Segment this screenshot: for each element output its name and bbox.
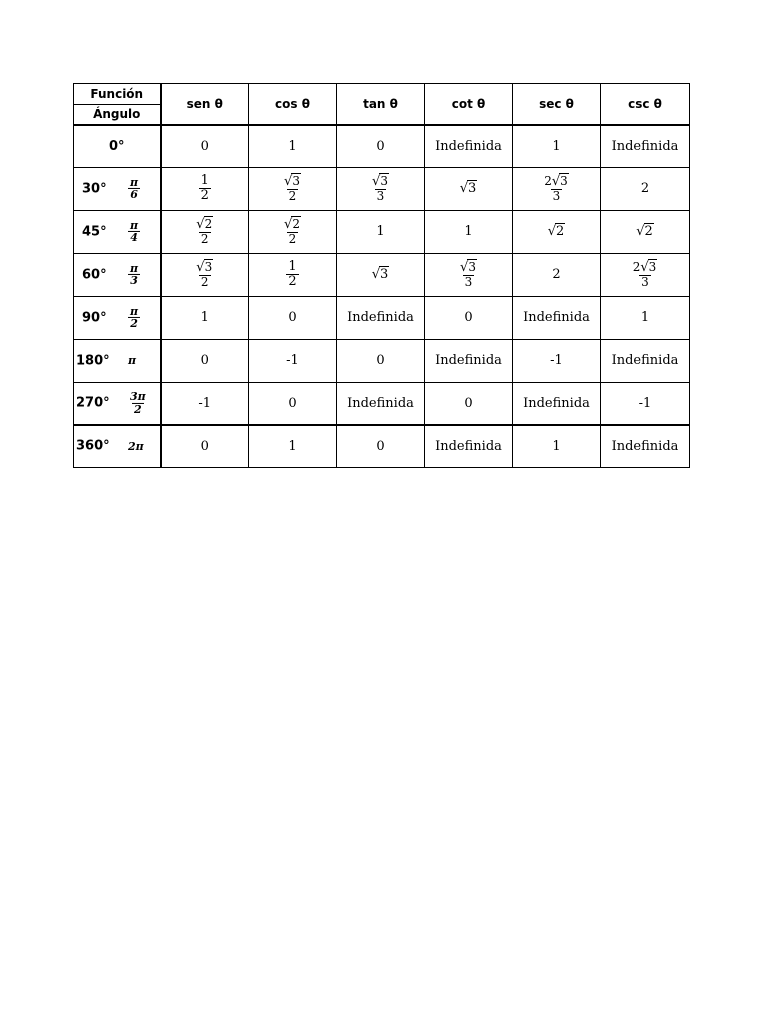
- col-header-tan: tan θ: [337, 84, 425, 126]
- angle-radians: $\frac{3\pi}{2}$: [130, 390, 146, 416]
- value-sec: -1: [513, 339, 601, 382]
- angle-radians: $\frac{\pi}{3}$: [130, 261, 139, 287]
- angle-cell-30: [74, 167, 161, 210]
- angle-cell-180: [74, 339, 161, 382]
- value-sec: Indefinida: [513, 296, 601, 339]
- value-sen: $\frac{√3}{2}$: [161, 253, 249, 296]
- value-sec: 1: [513, 125, 601, 167]
- angulo-label: Ángulo: [93, 107, 141, 121]
- value-tan: Indefinida: [337, 296, 425, 339]
- trig-values-table: [73, 83, 690, 468]
- col-header-cos: cos θ: [249, 84, 337, 126]
- value-sec: 2: [513, 253, 601, 296]
- col-header-csc: csc θ: [601, 84, 690, 126]
- value-cot: 0: [425, 382, 513, 425]
- value-tan: 0: [337, 425, 425, 467]
- angle-cell-270: [74, 382, 161, 425]
- value-csc: -1: [601, 382, 690, 425]
- value-cos: 0: [249, 296, 337, 339]
- angle-degrees: 270°: [76, 395, 110, 411]
- value-sec: Indefinida: [513, 382, 601, 425]
- value-cot: 1: [425, 210, 513, 253]
- angle-cell-360: [74, 425, 161, 467]
- value-cot: Indefinida: [425, 425, 513, 467]
- value-sec: √2: [513, 210, 601, 253]
- header-row: [74, 84, 690, 126]
- value-sen: 0: [161, 125, 249, 167]
- angle-degrees: 0°: [108, 138, 125, 154]
- value-csc: √2: [601, 210, 690, 253]
- value-sen: 1: [161, 296, 249, 339]
- angle-radians: $\frac{\pi}{2}$: [130, 304, 139, 330]
- value-cos: $\frac{√2}{2}$: [249, 210, 337, 253]
- value-sen: $\frac{√2}{2}$: [161, 210, 249, 253]
- value-tan: 0: [337, 339, 425, 382]
- table-row: [74, 125, 690, 167]
- angle-radians: $\frac{\pi}{6}$: [130, 175, 139, 201]
- angle-cell-0: [74, 125, 161, 167]
- angle-radians: $\frac{\pi}{4}$: [130, 218, 139, 244]
- value-cos: -1: [249, 339, 337, 382]
- table-row: [74, 253, 690, 296]
- value-sen: $\frac{1}{2}$: [161, 167, 249, 210]
- value-tan: Indefinida: [337, 382, 425, 425]
- angle-cell-45: [74, 210, 161, 253]
- value-csc: Indefinida: [601, 339, 690, 382]
- value-sen: -1: [161, 382, 249, 425]
- col-header-cot: cot θ: [425, 84, 513, 126]
- table-row: [74, 296, 690, 339]
- angle-cell-60: [74, 253, 161, 296]
- angle-radians: π: [128, 353, 137, 367]
- value-csc: 1: [601, 296, 690, 339]
- value-tan: 1: [337, 210, 425, 253]
- value-cot: Indefinida: [425, 125, 513, 167]
- value-csc: 2: [601, 167, 690, 210]
- value-tan: 0: [337, 125, 425, 167]
- angle-degrees: 90°: [82, 310, 107, 325]
- value-tan: √3: [337, 253, 425, 296]
- col-header-sec: sec θ: [513, 84, 601, 126]
- table-row: [74, 210, 690, 253]
- table-row: [74, 382, 690, 425]
- value-csc: $\frac{2√3}{3}$: [601, 253, 690, 296]
- value-cos: 1: [249, 425, 337, 467]
- value-cos: 1: [249, 125, 337, 167]
- value-cos: $\frac{√3}{2}$: [249, 167, 337, 210]
- value-cot: 0: [425, 296, 513, 339]
- value-cot: $\frac{√3}{3}$: [425, 253, 513, 296]
- corner-header-cell: [74, 84, 161, 126]
- angle-degrees: 45°: [82, 224, 107, 239]
- angle-cell-90: [74, 296, 161, 339]
- value-csc: Indefinida: [601, 425, 690, 467]
- value-cos: $\frac{1}{2}$: [249, 253, 337, 296]
- value-tan: $\frac{√3}{3}$: [337, 167, 425, 210]
- table-row: [74, 339, 690, 382]
- value-csc: Indefinida: [601, 125, 690, 167]
- angle-degrees: 60°: [82, 267, 107, 282]
- angle-radians: 2π: [128, 440, 144, 453]
- angle-degrees: 180°: [76, 353, 110, 368]
- angle-degrees: 30°: [82, 181, 107, 196]
- value-sec: $\frac{2√3}{3}$: [513, 167, 601, 210]
- angle-degrees: 360°: [76, 438, 110, 454]
- value-sec: 1: [513, 425, 601, 467]
- value-cos: 0: [249, 382, 337, 425]
- value-cot: √3: [425, 167, 513, 210]
- table-row: [74, 167, 690, 210]
- value-sen: 0: [161, 425, 249, 467]
- table-row: [74, 425, 690, 467]
- value-sen: 0: [161, 339, 249, 382]
- value-cot: Indefinida: [425, 339, 513, 382]
- funcion-label: Función: [74, 84, 160, 105]
- col-header-sen: sen θ: [161, 84, 249, 126]
